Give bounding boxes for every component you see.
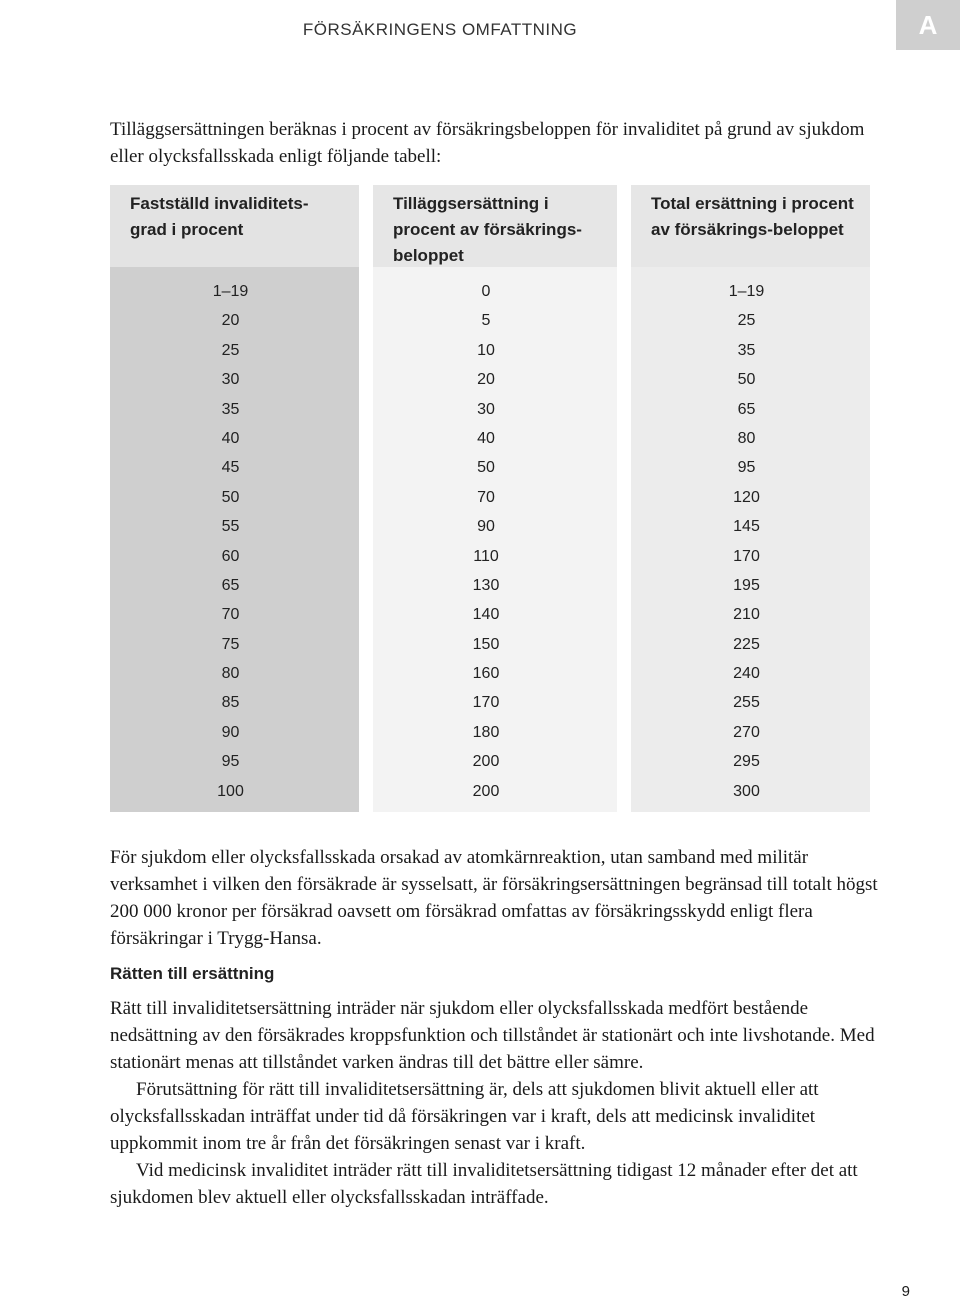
column-tillaggsersattning [373, 185, 617, 812]
table-cell: 1–19 [212, 283, 249, 300]
table-cell: 5 [481, 312, 491, 330]
table-cell: 100 [217, 782, 244, 800]
table-cell: 25 [221, 341, 240, 359]
table-cell: 85 [221, 694, 240, 712]
table-cell: 140 [472, 606, 500, 624]
atomic-reaction-paragraph: För sjukdom eller olycksfallsskada orsakad av atomkärnreaktion, utan samband med militär verksamhet i vilken den försäkrade är sysselsatt, är försäkringsersättningen begränsad till totalt högst 200 000 kronor per försäkrad oavsett om försäkrad omfattas av försäkringsskydd enligt flera försäkringar i Trygg-Hansa. [110, 847, 878, 949]
page-header [0, 0, 960, 50]
column-values [110, 267, 359, 806]
chapter-tab: A [896, 0, 960, 50]
table-cell: 40 [477, 429, 495, 447]
table-cell: 25 [737, 312, 756, 330]
table-cell: 60 [221, 547, 240, 565]
table-cell: 195 [733, 576, 760, 594]
column-values [373, 267, 617, 806]
column-invaliditetsgrad [110, 185, 359, 812]
column-header: Total ersättning i procent av försäkrings-beloppet [631, 185, 870, 267]
table-cell: 200 [472, 753, 500, 771]
table-cell: 20 [477, 371, 495, 389]
column-header: Fastställd invaliditets-grad i procent [110, 185, 359, 267]
table-cell: 240 [733, 665, 760, 683]
paragraph-3: Vid medicinsk invaliditet inträder rätt till invaliditetsersättning tidigast 12 månader efter det att sjukdomen blev aktuell eller olycksfallsskadan inträffade. [110, 1160, 858, 1208]
table-cell: 55 [221, 518, 240, 536]
column-total-ersattning [631, 185, 870, 812]
paragraph-1: Rätt till invaliditetsersättning inträder när sjukdom eller olycksfallsskada medfört bestående nedsättning av den försäkrades kroppsfunktion och tillståndet är stationärt och inte livshotande. Med stationärt menas att tillståndet varken ändras till det bättre eller sämre. [110, 998, 875, 1073]
table-cell: 50 [221, 488, 240, 506]
table-cell: 80 [737, 429, 756, 447]
table-cell: 50 [477, 459, 495, 477]
table-cell: 255 [733, 694, 760, 712]
table-cell: 20 [221, 312, 240, 330]
table-cell: 130 [472, 576, 500, 594]
section-title: FÖRSÄKRINGENS OMFATTNING [302, 20, 578, 39]
intro-paragraph: Tilläggsersättningen beräknas i procent av försäkringsbeloppen för invaliditet på grund av sjukdom eller olycksfallsskada enligt följande tabell: [110, 119, 865, 167]
table-cell: 90 [221, 723, 240, 741]
table-cell: 95 [221, 753, 240, 771]
column-body [110, 267, 359, 812]
table-cell: 95 [737, 459, 756, 477]
table-cell: 1–19 [728, 283, 765, 300]
table-cell: 210 [733, 606, 760, 624]
table-cell: 110 [473, 547, 499, 565]
table-cell: 65 [737, 400, 756, 418]
table-cell: 170 [472, 694, 500, 712]
column-values [631, 267, 870, 806]
table-cell: 35 [221, 400, 240, 418]
table-cell: 170 [733, 547, 760, 565]
table-cell: 180 [472, 723, 500, 741]
table-cell: 45 [221, 459, 240, 477]
column-body [373, 267, 617, 812]
table-cell: 40 [221, 429, 240, 447]
table-cell: 200 [472, 782, 500, 800]
table-cell: 75 [221, 635, 240, 653]
table-cell: 70 [221, 606, 240, 624]
table-cell: 225 [733, 635, 760, 653]
table-cell: 30 [221, 371, 240, 389]
table-cell: 120 [733, 488, 760, 506]
table-cell: 65 [221, 576, 240, 594]
table-cell: 80 [221, 665, 240, 683]
page-number: 9 [901, 1283, 910, 1300]
table-cell: 300 [733, 782, 760, 800]
table-cell: 30 [477, 400, 495, 418]
column-body [631, 267, 870, 812]
table-cell: 150 [472, 635, 500, 653]
section-body [110, 995, 880, 1211]
table-cell: 145 [733, 518, 760, 536]
table-cell: 160 [472, 665, 500, 683]
table-cell: 10 [477, 341, 495, 359]
table-cell: 270 [733, 723, 760, 741]
table-cell: 70 [477, 488, 495, 506]
column-header: Tilläggsersättning i procent av försäkrings-beloppet [373, 185, 617, 267]
section-heading: Rätten till ersättning [110, 964, 275, 983]
table-cell: 90 [477, 518, 495, 536]
table-cell: 295 [733, 753, 760, 771]
table-cell: 35 [737, 341, 756, 359]
paragraph-2: Förutsättning för rätt till invaliditetsersättning är, dels att sjukdomen blivit aktuell eller att olycksfallsskadan inträffat under tid då försäkringen var i kraft, dels att medicinsk invaliditet uppkommit inom tre år från det försäkringen senast var i kraft. [110, 1079, 819, 1154]
table-cell: 50 [737, 371, 756, 389]
table-cell: 0 [481, 283, 491, 300]
